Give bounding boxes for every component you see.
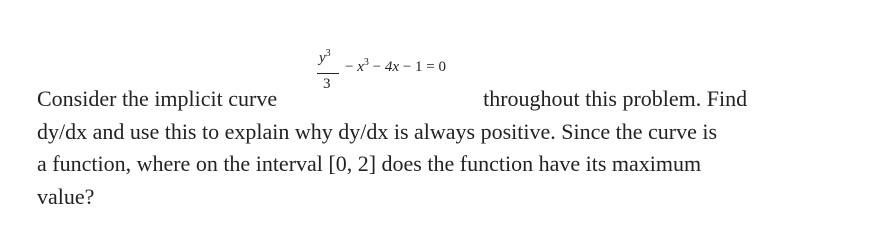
problem-line-2: dy/dx and use this to explain why dy/dx is always positive. Since the curve is [37, 119, 718, 144]
problem-line-3: a function, where on the interval [0, 2] does the function have its maximum [37, 151, 702, 176]
problem-line-1 [37, 86, 747, 112]
x-exponent: 3 [363, 57, 369, 68]
equals-sign: = [426, 59, 435, 75]
constant-term: 1 [415, 59, 423, 75]
fraction-numerator [319, 48, 331, 67]
right-hand-side: 0 [438, 59, 446, 75]
problem-line-4: value? [37, 184, 95, 209]
problem-line1-continuation: throughout this problem. Find [483, 86, 748, 111]
linear-term: 4x [384, 59, 400, 75]
problem-intro-text: Consider the implicit curve [37, 86, 278, 111]
fraction-denominator: 3 [323, 76, 331, 92]
equation-remaining-terms [345, 57, 446, 76]
numerator-variable: y [319, 50, 326, 66]
minus-sign-2: − [372, 59, 382, 75]
minus-sign-3: − [402, 59, 412, 75]
x-variable: x [357, 59, 364, 75]
numerator-exponent: 3 [325, 48, 331, 59]
fraction-bar [317, 73, 339, 74]
minus-sign-1: − [345, 59, 354, 75]
